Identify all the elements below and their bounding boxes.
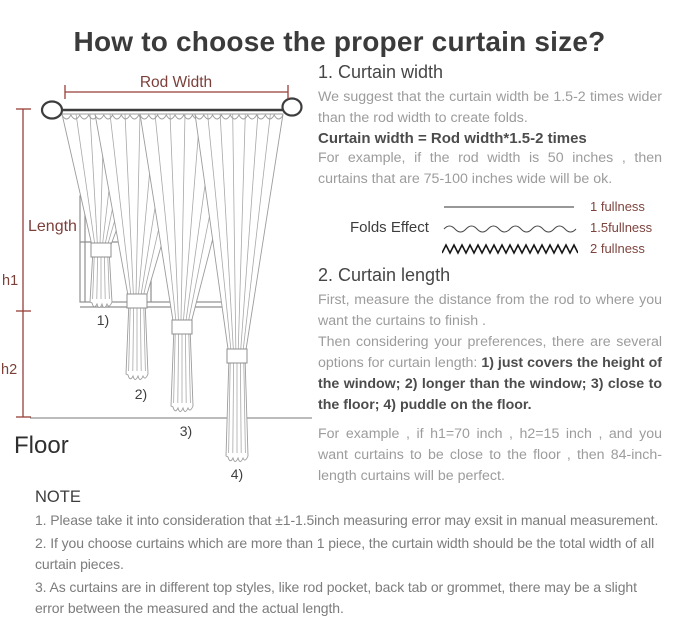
note-item-3: 3. As curtains are in different top styles, like rod pocket, back tab or grommet, there may be a slight error between the measured and the actual length. [35,578,637,616]
h2-label: h2 [1,362,18,378]
length-options-intro: Then considering your preferences, there are several options for curtain length: [318,334,662,371]
curtain-length-heading: 2. Curtain length [318,265,451,285]
length-measure-line [16,109,31,417]
curtain-option-1-label: 1) [96,312,110,328]
rod-finial-right [283,99,302,116]
rod-finial-left [42,102,62,119]
length-options-paragraph [318,332,662,416]
curtain-length-paragraph: First, measure the distance from the rod to where you want the curtains to finish . [318,292,662,329]
fullness-1-5-label: 1.5fullness [590,220,653,235]
curtain-width-formula: Curtain width = Rod width*1.5-2 times [318,130,587,147]
curtain-width-example: For example, if the rod width is 50 inches , then curtains that are 75-100 inches wide will be ok. [318,150,662,187]
curtain-width-heading: 1. Curtain width [318,62,444,82]
curtain-measurement-diagram [0,0,315,495]
note-item-1: 1. Please take it into consideration that ±1-1.5inch measuring error may exsit in manual measurement. [35,512,659,528]
folds-effect-label: Folds Effect [350,219,429,236]
folds-effect-block [318,196,662,259]
length-options-list: 1) just covers the height of the window; 2) longer than the window; 3) close to the floor; 4) puddle on the floor. [318,355,662,413]
zigzag-line-sample [442,242,578,256]
length-label: Length [28,218,77,235]
note-section [35,488,669,621]
h1-label: h1 [2,273,19,289]
rod-width-label: Rod Width [139,74,213,91]
curtain-width-paragraph: We suggest that the curtain width be 1.5-2 times wider than the rod width to create folds. [318,89,662,126]
curtain-option-3-label: 3) [179,423,193,439]
curtain-option-4-label: 4) [230,466,244,482]
fullness-row-3 [442,238,662,259]
page-title: How to choose the proper curtain size? [73,25,606,57]
curtain-length-example: For example , if h1=70 inch , h2=15 inch , and you want curtains to be close to the floor , then 84-inch-length curtains will be perfect. [318,426,662,484]
straight-line-sample [442,204,578,210]
instructions-column [318,62,662,487]
fullness-1-label: 1 fullness [590,199,645,214]
folds-effect-rows [442,196,662,259]
note-item-2: 2. If you choose curtains which are more than 1 piece, the curtain width should be the total width of all curtain pieces. [35,534,655,572]
curtains-drawing [62,114,283,462]
note-heading: NOTE [35,488,81,506]
floor-label: Floor [14,432,69,459]
fullness-row-1 [442,196,662,217]
fullness-row-2 [442,217,662,238]
fullness-2-label: 2 fullness [590,241,645,256]
curtain-option-2-label: 2) [134,386,148,402]
wavy-line-sample [442,223,578,233]
